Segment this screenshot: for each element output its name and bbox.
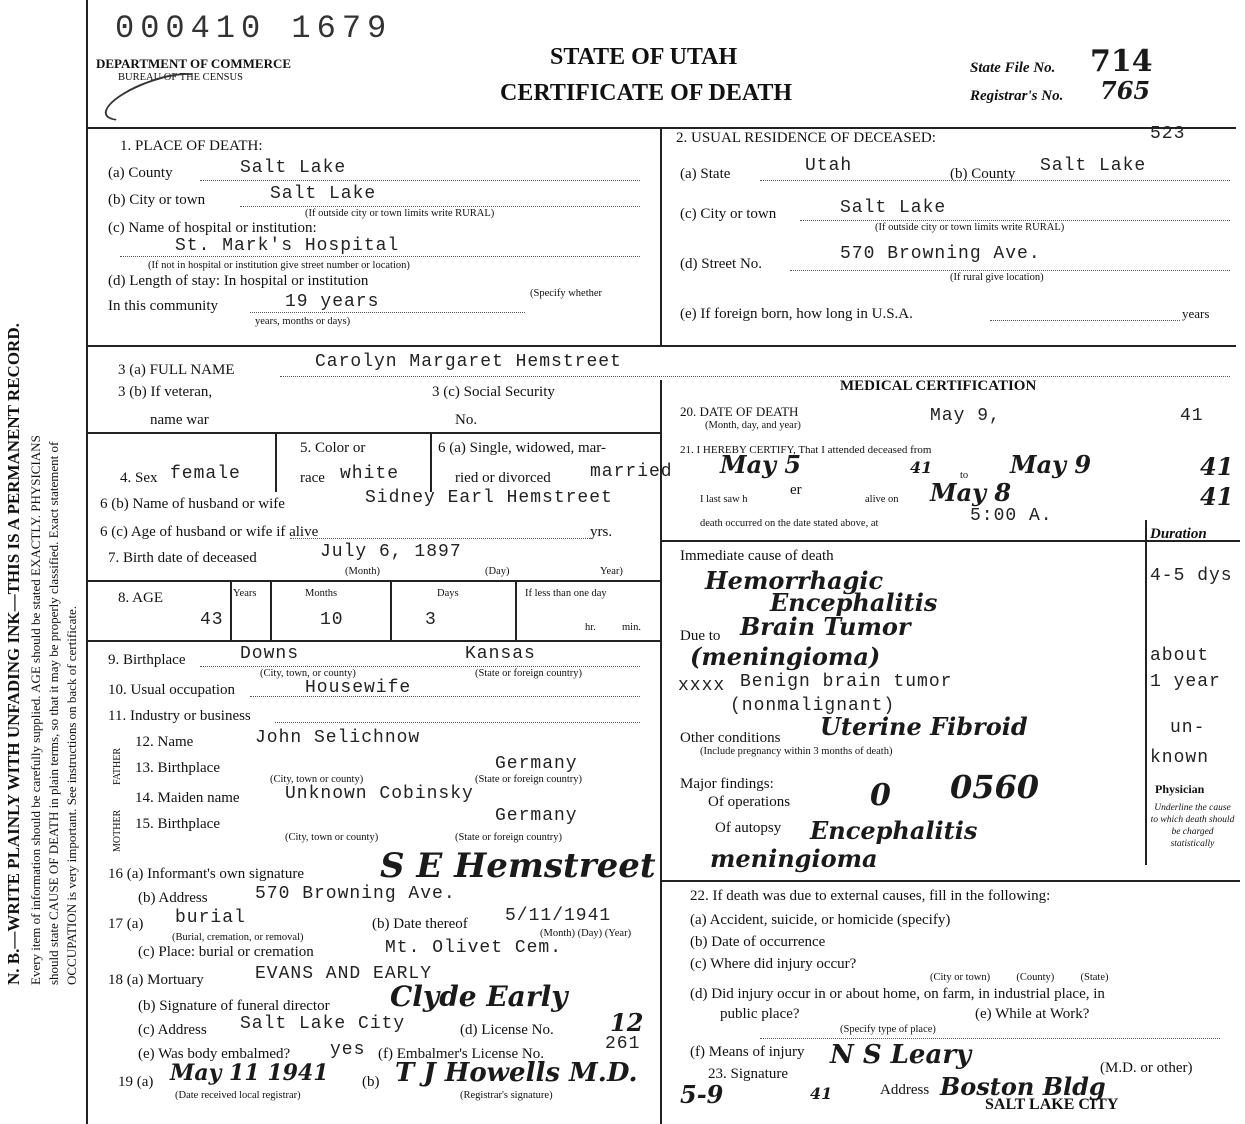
ext-d-label-2: public place? — [720, 1006, 800, 1022]
section-divider-top — [660, 127, 662, 347]
fd-address: Salt Lake City — [240, 1014, 406, 1034]
fill-line — [240, 206, 640, 207]
fill-line — [120, 256, 640, 257]
res-street-value: 570 Browning Ave. — [840, 244, 1041, 264]
last-saw-label: I last saw h — [700, 494, 748, 505]
sex-label: 4. Sex — [120, 470, 158, 486]
dod-value: May 9, — [930, 406, 1001, 426]
side-notice: N. B.—WRITE PLAINLY WITH UNFADING INK—THIS IS A PERMANENT RECORD. — [4, 323, 23, 985]
marital-label: 6 (a) Single, widowed, mar- — [438, 440, 606, 456]
physician-header: Physician — [1155, 782, 1205, 796]
section-divider-name — [86, 345, 1236, 347]
fill-line — [290, 538, 590, 539]
res-years-label: years — [1182, 306, 1210, 321]
city-label: (b) City or town — [108, 192, 206, 208]
age-months-header: Months — [305, 588, 338, 599]
occurred-label: death occurred on the date stated above, at — [700, 518, 879, 529]
county-value: Salt Lake — [240, 158, 347, 178]
other-conditions: Uterine Fibroid — [820, 712, 1028, 741]
last-saw-er: er — [790, 482, 802, 498]
major-label: Major findings: — [680, 776, 774, 792]
war-label: name war — [150, 412, 209, 428]
duration-5: known — [1150, 748, 1210, 768]
alive-year: 41 — [1200, 482, 1234, 511]
registrar-b-label: (b) — [362, 1074, 380, 1090]
disposal-label: 17 (a) — [108, 916, 144, 932]
mother-bp-value: Germany — [495, 806, 578, 826]
embalmed-label: (e) Was body embalmed? — [138, 1046, 291, 1062]
state-title: STATE OF UTAH — [550, 44, 738, 70]
disposal-date-label: (b) Date thereof — [372, 916, 468, 932]
to-label: to — [960, 470, 969, 481]
age-months-value: 10 — [320, 610, 344, 630]
ext-b-label: (b) Date of occurrence — [690, 934, 826, 950]
attended-to: May 9 — [1010, 450, 1092, 479]
occupation-label: 10. Usual occupation — [108, 682, 236, 698]
ops-label: Of operations — [708, 794, 791, 810]
funeral-director-signature: Clyde Early — [390, 980, 568, 1013]
birthplace-state: Kansas — [465, 644, 536, 664]
mortuary-label: 18 (a) Mortuary — [108, 972, 204, 988]
from-year: 41 — [910, 458, 933, 477]
father-bp-note-2: (State or foreign country) — [475, 774, 583, 785]
physician-city: SALT LAKE CITY — [985, 1096, 1119, 1113]
disposal-date-note: (Month) (Day) (Year) — [540, 928, 632, 939]
stay-note: (Specify whether — [530, 288, 603, 299]
spouse-label: 6 (b) Name of husband or wife — [100, 496, 285, 512]
dod-note: (Month, day, and year) — [705, 420, 801, 431]
due-cause: Brain Tumor — [740, 612, 911, 641]
county-label: (a) County — [108, 165, 173, 181]
physician-address: Boston Bldg — [940, 1072, 1106, 1101]
fd-address-label: (c) Address — [138, 1022, 207, 1038]
fill-line — [990, 320, 1180, 321]
ext-f-label: (f) Means of injury — [690, 1044, 805, 1060]
informant-address-label: (b) Address — [138, 890, 208, 906]
attended-from: May 5 — [720, 450, 802, 479]
other-note: (Include pregnancy within 3 months of death) — [700, 746, 893, 757]
registrar-no-label: Registrar's No. — [970, 88, 1064, 104]
physician-signature: N S Leary — [830, 1040, 972, 1070]
registrar-number: 765 — [1100, 76, 1151, 105]
min-label: min. — [622, 622, 641, 633]
mother-bp-label: 15. Birthplace — [135, 816, 220, 832]
informant-address: 570 Browning Ave. — [255, 884, 456, 904]
birth-year-note: Year) — [600, 566, 623, 577]
fill-line — [200, 666, 640, 667]
ext-d-label: (d) Did injury occur in or about home, on farm, in industrial place, in — [690, 986, 1105, 1002]
age-less-header: If less than one day — [525, 588, 607, 599]
res-state-value: Utah — [805, 156, 853, 176]
other-label: Other conditions — [680, 730, 781, 746]
birth-day-note: (Day) — [485, 566, 510, 577]
duration-1: 4-5 dys — [1150, 566, 1233, 586]
alive-label: alive on — [865, 494, 899, 505]
ext-d-note: (Specify type of place) — [840, 1024, 936, 1035]
informant-label: 16 (a) Informant's own signature — [108, 866, 304, 882]
funeral-director-label: (b) Signature of funeral director — [138, 998, 330, 1014]
fill-line — [790, 270, 1230, 271]
mother-bp-note-2: (State or foreign country) — [455, 832, 563, 843]
veteran-label: 3 (b) If veteran, — [118, 384, 213, 400]
res-foreign-label: (e) If foreign born, how long in U.S.A. — [680, 306, 913, 322]
place-heading: 1. PLACE OF DEATH: — [120, 138, 263, 154]
fill-line — [200, 180, 640, 181]
hospital-label: (c) Name of hospital or institution: — [108, 220, 317, 236]
full-name-value: Carolyn Margaret Hemstreet — [315, 352, 622, 372]
cell-divider — [230, 580, 232, 640]
death-time: 5:00 A. — [970, 506, 1053, 526]
certify-label: 21. I HEREBY CERTIFY, That I attended deceased from — [680, 444, 932, 456]
autopsy-value-2: meningioma — [710, 844, 878, 873]
father-bp-label: 13. Birthplace — [135, 760, 220, 776]
stay-note-2: years, months or days) — [255, 316, 351, 327]
registrar-date: May 11 1941 — [170, 1060, 329, 1086]
embalmed-value: yes — [330, 1040, 366, 1060]
res-city-value: Salt Lake — [840, 198, 947, 218]
res-street-note: (If rural give location) — [950, 272, 1044, 283]
mother-name-value: Unknown Cobinsky — [285, 784, 474, 804]
mortuary-value: EVANS AND EARLY — [255, 964, 433, 984]
fill-line — [800, 220, 1230, 221]
birthplace-label: 9. Birthplace — [108, 652, 186, 668]
age-years-header: Years — [233, 588, 257, 599]
autopsy-label: Of autopsy — [715, 820, 782, 836]
duration-header: Duration — [1150, 526, 1207, 542]
city-value: Salt Lake — [270, 184, 377, 204]
race-value: white — [340, 464, 400, 484]
duration-3: 1 year — [1150, 672, 1221, 692]
row-divider — [660, 880, 1240, 882]
age-days-value: 3 — [425, 610, 437, 630]
external-label: 22. If death was due to external causes, fill in the following: — [690, 888, 1051, 904]
license-number: 12 — [610, 1008, 644, 1037]
spouse-age-label: 6 (c) Age of husband or wife if alive — [100, 524, 319, 540]
age-days-header: Days — [437, 588, 459, 599]
ext-a-label: (a) Accident, suicide, or homicide (specify) — [690, 912, 951, 928]
due-label: Due to — [680, 628, 721, 644]
hospital-value: St. Mark's Hospital — [175, 236, 400, 256]
res-city-note: (If outside city or town limits write RURAL) — [875, 222, 1065, 233]
yrs-label: yrs. — [590, 524, 613, 540]
dod-year: 41 — [1180, 406, 1204, 426]
res-state-label: (a) State — [680, 166, 731, 182]
age-label: 8. AGE — [118, 590, 163, 606]
duration-2: about — [1150, 646, 1210, 666]
ext-e-label: (e) While at Work? — [975, 1006, 1090, 1022]
community-label: In this community — [108, 298, 218, 314]
to-year: 41 — [1200, 452, 1234, 481]
father-name-value: John Selichnow — [255, 728, 421, 748]
embalmer-license-label: (f) Embalmer's License No. — [378, 1046, 544, 1062]
ss-no-label: No. — [455, 412, 478, 428]
marital-label-2: ried or divorced — [455, 470, 551, 486]
address-label: Address — [880, 1082, 930, 1098]
fill-line — [760, 180, 1230, 181]
benign-tumor: Benign brain tumor — [740, 672, 953, 692]
license-label: (d) License No. — [460, 1022, 554, 1038]
birthplace-city: Downs — [240, 644, 300, 664]
fill-line — [250, 696, 640, 697]
benign-tumor-2: (nonmalignant) — [730, 696, 896, 716]
mother-name-label: 14. Maiden name — [135, 790, 240, 806]
serial-number: 000410 1679 — [115, 10, 393, 47]
dod-label: 20. DATE OF DEATH — [680, 404, 799, 419]
duration-divider — [1145, 520, 1147, 865]
cell-divider — [275, 432, 277, 492]
fill-line — [760, 1038, 1220, 1039]
physician-note: Underline the cause to which death should be charged statistically — [1150, 803, 1235, 849]
side-instructions-2: should state CAUSE OF DEATH in plain terms, so that it may be properly classified. Exact statement of — [46, 441, 61, 985]
burial-place-label: (c) Place: burial or cremation — [138, 944, 314, 960]
cell-divider — [390, 580, 392, 640]
row-divider — [86, 432, 660, 434]
marital-value: married — [590, 462, 673, 482]
fill-line — [280, 376, 1230, 377]
residence-heading: 2. USUAL RESIDENCE OF DECEASED: — [676, 130, 936, 146]
immediate-cause: Hemorrhagic — [705, 566, 884, 595]
sex-value: female — [170, 464, 241, 484]
signature-label: 23. Signature — [708, 1066, 788, 1082]
birth-label: 7. Birth date of deceased — [108, 550, 257, 566]
disposal-value: burial — [175, 908, 246, 928]
father-name-label: 12. Name — [135, 734, 194, 750]
registrar-label: 19 (a) — [118, 1074, 154, 1090]
struck-text: xxxx — [678, 676, 726, 696]
birthplace-note-1: (City, town, or county) — [260, 668, 356, 679]
burial-place: Mt. Olivet Cem. — [385, 938, 563, 958]
res-county-label: (b) County — [950, 166, 1016, 182]
city-note: (If outside city or town limits write RURAL) — [305, 208, 495, 219]
row-divider — [86, 640, 660, 642]
alive-date: May 8 — [930, 478, 1012, 507]
immediate-label: Immediate cause of death — [680, 548, 834, 564]
occupation-value: Housewife — [305, 678, 412, 698]
signature-year: 41 — [810, 1084, 833, 1103]
signature-date: 5-9 — [680, 1080, 724, 1109]
disposal-date: 5/11/1941 — [505, 906, 612, 926]
disposal-note: (Burial, cremation, or removal) — [172, 932, 304, 943]
left-border — [86, 0, 88, 1124]
birth-month-note: (Month) — [345, 566, 380, 577]
autopsy-value: Encephalitis — [810, 816, 978, 845]
md-label: (M.D. or other) — [1100, 1060, 1193, 1076]
section-divider-medical — [660, 380, 662, 1124]
ops-value: 0 — [870, 778, 891, 813]
duration-4: un- — [1170, 718, 1206, 738]
res-county-value: Salt Lake — [1040, 156, 1147, 176]
ext-c-note: (City or town) (County) (State) — [930, 972, 1109, 983]
mother-bp-note-1: (City, town or county) — [285, 832, 379, 843]
father-bp-value: Germany — [495, 754, 578, 774]
side-instructions-1: Every item of information should be carefully supplied. AGE should be stated EXACTLY. PHYSICIANS — [28, 435, 43, 985]
hospital-note: (If not in hospital or institution give street number or location) — [148, 260, 410, 271]
cell-divider — [430, 432, 432, 492]
age-years-value: 43 — [200, 610, 224, 630]
stay-value: 19 years — [285, 292, 380, 312]
race-label: race — [300, 470, 325, 486]
side-instructions-3: OCCUPATION is very important. See instructions on back of certificate. — [64, 606, 79, 985]
due-cause-2: (meningioma) — [690, 642, 881, 671]
row-divider — [86, 580, 660, 582]
state-file-label: State File No. — [970, 60, 1056, 76]
registrar-signature-note: (Registrar's signature) — [460, 1090, 553, 1101]
dept-label: DEPARTMENT OF COMMERCE — [96, 56, 292, 71]
stay-label: (d) Length of stay: In hospital or institution — [108, 273, 369, 289]
cell-divider — [270, 580, 272, 640]
embalmer-license: 261 — [605, 1034, 641, 1054]
birthplace-note-2: (State or foreign country) — [475, 668, 583, 679]
cause-code: 0560 — [950, 768, 1040, 806]
medical-heading: MEDICAL CERTIFICATION — [840, 378, 1037, 394]
registrar-date-note: (Date received local registrar) — [175, 1090, 301, 1101]
res-street-label: (d) Street No. — [680, 256, 763, 272]
cell-divider — [515, 580, 517, 640]
birth-value: July 6, 1897 — [320, 542, 462, 562]
mother-side-label: MOTHER — [112, 809, 123, 852]
father-bp-note-1: (City, town or county) — [270, 774, 364, 785]
spouse-value: Sidney Earl Hemstreet — [365, 488, 613, 508]
immediate-cause-2: Encephalitis — [770, 588, 938, 617]
registrar-signature: T J Howells M.D. — [395, 1058, 638, 1088]
industry-label: 11. Industry or business — [108, 708, 251, 724]
bureau-label: BUREAU OF THE CENSUS — [118, 72, 243, 83]
fill-line — [275, 722, 640, 723]
ext-c-label: (c) Where did injury occur? — [690, 956, 857, 972]
res-city-label: (c) City or town — [680, 206, 777, 222]
father-side-label: FATHER — [112, 747, 123, 785]
full-name-label: 3 (a) FULL NAME — [118, 362, 235, 378]
color-label: 5. Color or — [300, 440, 366, 456]
state-file-number: 714 — [1090, 44, 1153, 79]
fill-line — [250, 312, 525, 313]
hr-label: hr. — [585, 622, 596, 633]
residence-code: 523 — [1150, 124, 1186, 144]
informant-signature: S E Hemstreet — [380, 846, 656, 886]
certificate-title: CERTIFICATE OF DEATH — [500, 80, 793, 106]
ss-label: 3 (c) Social Security — [432, 384, 555, 400]
